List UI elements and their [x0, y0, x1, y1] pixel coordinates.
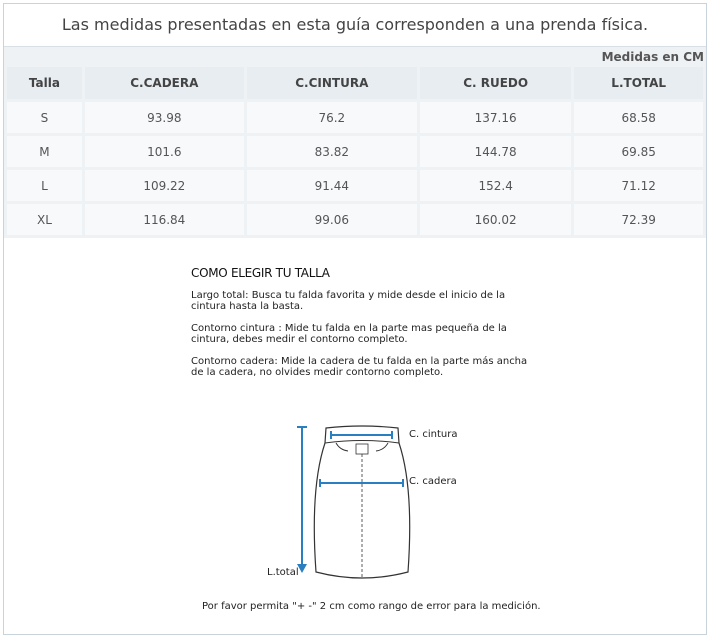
table-cell: M	[7, 136, 82, 167]
table-cell: 93.98	[85, 102, 244, 133]
hip-label: C. cadera	[409, 476, 457, 487]
table-cell: 109.22	[85, 170, 244, 201]
table-row	[7, 204, 703, 235]
guide-paragraph-hip: Contorno cadera: Mide la cadera de tu falda en la parte más ancha de la cadera, no olvides medir contorno completo.	[191, 356, 528, 378]
table-cell: 160.02	[420, 204, 571, 235]
measuring-guide	[4, 238, 706, 633]
table-cell: 99.06	[247, 204, 417, 235]
error-range-note: Por favor permita "+ -" 2 cm como rango de error para la medición.	[202, 601, 541, 612]
unit-label: Medidas en CM	[601, 50, 704, 64]
guide-title: COMO ELEGIR TU TALLA	[191, 266, 330, 280]
size-table	[4, 64, 706, 238]
waist-label: C. cintura	[409, 429, 458, 440]
table-cell: XL	[7, 204, 82, 235]
skirt-diagram	[4, 238, 708, 598]
table-cell: 144.78	[420, 136, 571, 167]
table-cell: 116.84	[85, 204, 244, 235]
column-header: C.CADERA	[85, 67, 244, 99]
page-title: Las medidas presentadas en esta guía corresponden a una prenda física.	[4, 4, 706, 47]
table-header-row	[7, 67, 703, 99]
table-cell: 76.2	[247, 102, 417, 133]
table-cell: 83.82	[247, 136, 417, 167]
size-guide-panel	[3, 3, 707, 635]
table-cell: 71.12	[574, 170, 703, 201]
table-cell: 72.39	[574, 204, 703, 235]
table-cell: S	[7, 102, 82, 133]
table-cell: 137.16	[420, 102, 571, 133]
column-header: L.TOTAL	[574, 67, 703, 99]
table-cell: 91.44	[247, 170, 417, 201]
table-cell: 152.4	[420, 170, 571, 201]
table-cell: 68.58	[574, 102, 703, 133]
table-cell: 101.6	[85, 136, 244, 167]
guide-paragraph-waist: Contorno cintura : Mide tu falda en la parte mas pequeña de la cintura, debes medir el contorno completo.	[191, 323, 507, 345]
guide-paragraph-length: Largo total: Busca tu falda favorita y mide desde el inicio de la cintura hasta la basta.	[191, 290, 506, 312]
table-cell: L	[7, 170, 82, 201]
column-header: C. RUEDO	[420, 67, 571, 99]
table-cell: 69.85	[574, 136, 703, 167]
table-row	[7, 102, 703, 133]
table-row	[7, 170, 703, 201]
table-row	[7, 136, 703, 167]
column-header: C.CINTURA	[247, 67, 417, 99]
size-table-section	[4, 47, 706, 238]
length-label: L.total	[267, 567, 299, 578]
column-header: Talla	[7, 67, 82, 99]
